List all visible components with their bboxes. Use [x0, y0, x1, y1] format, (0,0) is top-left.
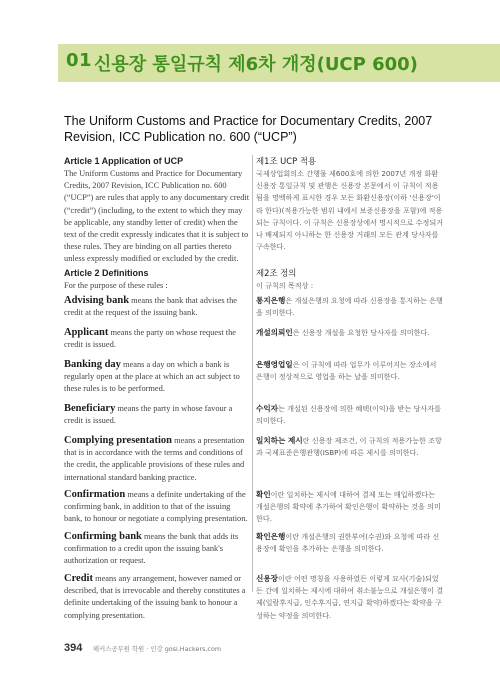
page-number: 394: [64, 642, 83, 654]
definition-term: 확인은행: [256, 532, 286, 541]
article-body: 국제상업회의소 간행물 제600호에 의한 2007년 개정 화환신용장 통일규칙 및 관행은 신용장 본문에서 이 규칙이 적용됨을 명백하게 표시한 경우 모든 화환신용장(이하 '신용장'이라 한다)(적용가능한 범위 내에서 보증신용장을 포함)에 적용되는 규칙이다. 이 규칙은 신용장상에서 명시적으로 수정되거나 배제되지 아니하는 한 신용장 거래의 모든 관계 당사자를 구속한다.: [256, 169, 444, 252]
definition-complying-presentation-ko: [256, 435, 444, 459]
definition-term: Confirmation: [64, 489, 126, 500]
definition-term: 일치하는 제시: [256, 436, 303, 445]
definition-credit: [64, 573, 250, 622]
definition-confirming-bank-ko: [256, 531, 444, 555]
definition-text: means a definite undertaking of the confirming bank, in addition to that of the issuing bank, to honour or negotiate a complying presentation.: [64, 490, 248, 524]
article-body: For the purpose of these rules :: [64, 281, 168, 290]
column-divider: [252, 155, 253, 592]
chapter-banner: [58, 44, 500, 82]
definition-text: means the bank that advises the credit at the request of the issuing bank.: [64, 296, 237, 318]
document-subtitle: The Uniform Customs and Practice for Documentary Credits, 2007 Revision, ICC Publication no. 600 (“UCP”): [64, 114, 433, 144]
definition-term: 통지은행: [256, 296, 286, 305]
definition-applicant: [64, 327, 250, 351]
page-footer: [64, 638, 364, 652]
definition-text: means the party in whose favour a credit is issued.: [64, 404, 233, 426]
definition-text: means a day on which a bank is regularly open at the place at which an act subject to these rules is to be performed.: [64, 360, 240, 394]
definition-advising-bank: [64, 295, 250, 319]
definition-term: Beneficiary: [64, 403, 116, 414]
definition-beneficiary: [64, 403, 250, 427]
definition-confirmation-ko: [256, 489, 444, 526]
article-2-ko: [256, 267, 444, 292]
article-title: Article 1 Application of UCP: [64, 156, 184, 166]
definition-text: 이란 어떤 명칭을 사용하였든 이렇게 묘사(기술)되었든 간에 일치하는 제시에 대하여 취소불능으로 개설은행이 결제(일람후지급, 인수후지급, 연지급 확약)하겠다는 확약을 구성하는 약정을 의미한다.: [256, 574, 444, 620]
definition-term: 은행영업일: [256, 360, 293, 369]
article-1-ko: [256, 155, 444, 253]
article-title: 제1조 UCP 적용: [256, 156, 317, 166]
definition-text: means any arrangement, however named or described, that is irrevocable and thereby constitutes a definite undertaking of the issuing bank to honour a complying presentation.: [64, 574, 246, 620]
definition-text: 은 신용장 개설을 요청한 당사자를 의미한다.: [292, 328, 430, 337]
definition-term: 수익자: [256, 404, 279, 413]
definition-term: Confirming bank: [64, 531, 142, 542]
definition-text: 이란 개설은행의 권한부여(수권)와 요청에 따라 신용장에 확인을 추가하는 은행을 의미한다.: [256, 532, 440, 554]
definition-text: 란 신용장 제조건, 이 규칙의 적용가능한 조항과 국제표준은행관행(ISBP)에 따른 제시를 의미한다.: [256, 436, 442, 458]
article-1-en: [64, 155, 250, 266]
definition-term: 개설의뢰인: [256, 328, 293, 337]
definition-term: Complying presentation: [64, 435, 173, 446]
definition-confirmation: [64, 489, 250, 526]
definition-text: 는 개설된 신용장에 의한 혜택(이익)을 받는 당사자를 의미한다.: [256, 404, 441, 426]
definition-beneficiary-ko: [256, 403, 444, 427]
definition-banking-day: [64, 359, 250, 396]
article-2-en: [64, 267, 250, 292]
article-title: 제2조 정의: [256, 268, 297, 278]
definition-text: 이란 일치하는 제시에 대하여 결제 또는 매입하겠다는 개설은행의 확약에 추가하여 확인은행이 확약하는 것을 의미한다.: [256, 490, 441, 524]
chapter-title: 신용장 통일규칙 제6차 개정(UCP 600): [94, 54, 418, 75]
definition-term: Credit: [64, 573, 93, 584]
chapter-number: 01: [66, 50, 93, 71]
definition-advising-bank-ko: [256, 295, 444, 319]
article-title: Article 2 Definitions: [64, 268, 149, 278]
definition-term: 신용장: [256, 574, 279, 583]
definition-text: means the bank that adds its confirmation to a credit upon the issuing bank's authorization or request.: [64, 532, 239, 566]
article-body: The Uniform Customs and Practice for Documentary Credits, 2007 Revision, ICC Publication no. 600 (“UCP”) are rules that apply to any documentary credit (“credit”) (including, to the extent to which they may be applicable, any standby letter of credit) when the text of the credit expressly indicates that it is subject to these rules. They are binding on all parties thereto unless expressly modified or excluded by the credit.: [64, 169, 250, 264]
definition-banking-day-ko: [256, 359, 444, 383]
definition-term: Applicant: [64, 327, 109, 338]
definition-complying-presentation: [64, 435, 250, 484]
definition-text: 은 개설은행의 요청에 따라 신용장을 통지하는 은행을 의미한다.: [256, 296, 443, 318]
publisher-line: 해커스공무원 학원 · 인강 gosi.Hackers.com: [92, 645, 222, 653]
article-body: 이 규칙의 목적상 :: [256, 281, 314, 290]
definition-confirming-bank: [64, 531, 250, 568]
definition-credit-ko: [256, 573, 444, 622]
definition-term: Banking day: [64, 359, 121, 370]
definition-term: Advising bank: [64, 295, 130, 306]
definition-text: 은 이 규칙에 따라 업무가 이루어지는 장소에서 은행이 정상적으로 영업을 하는 날을 의미한다.: [256, 360, 437, 382]
definition-term: 확인: [256, 490, 271, 499]
definition-text: means a presentation that is in accordance with the terms and conditions of the credit, the applicable provisions of these rules and international standard banking practice.: [64, 436, 245, 482]
definition-text: means the party on whose request the credit is issued.: [64, 328, 237, 350]
definition-applicant-ko: [256, 327, 444, 339]
